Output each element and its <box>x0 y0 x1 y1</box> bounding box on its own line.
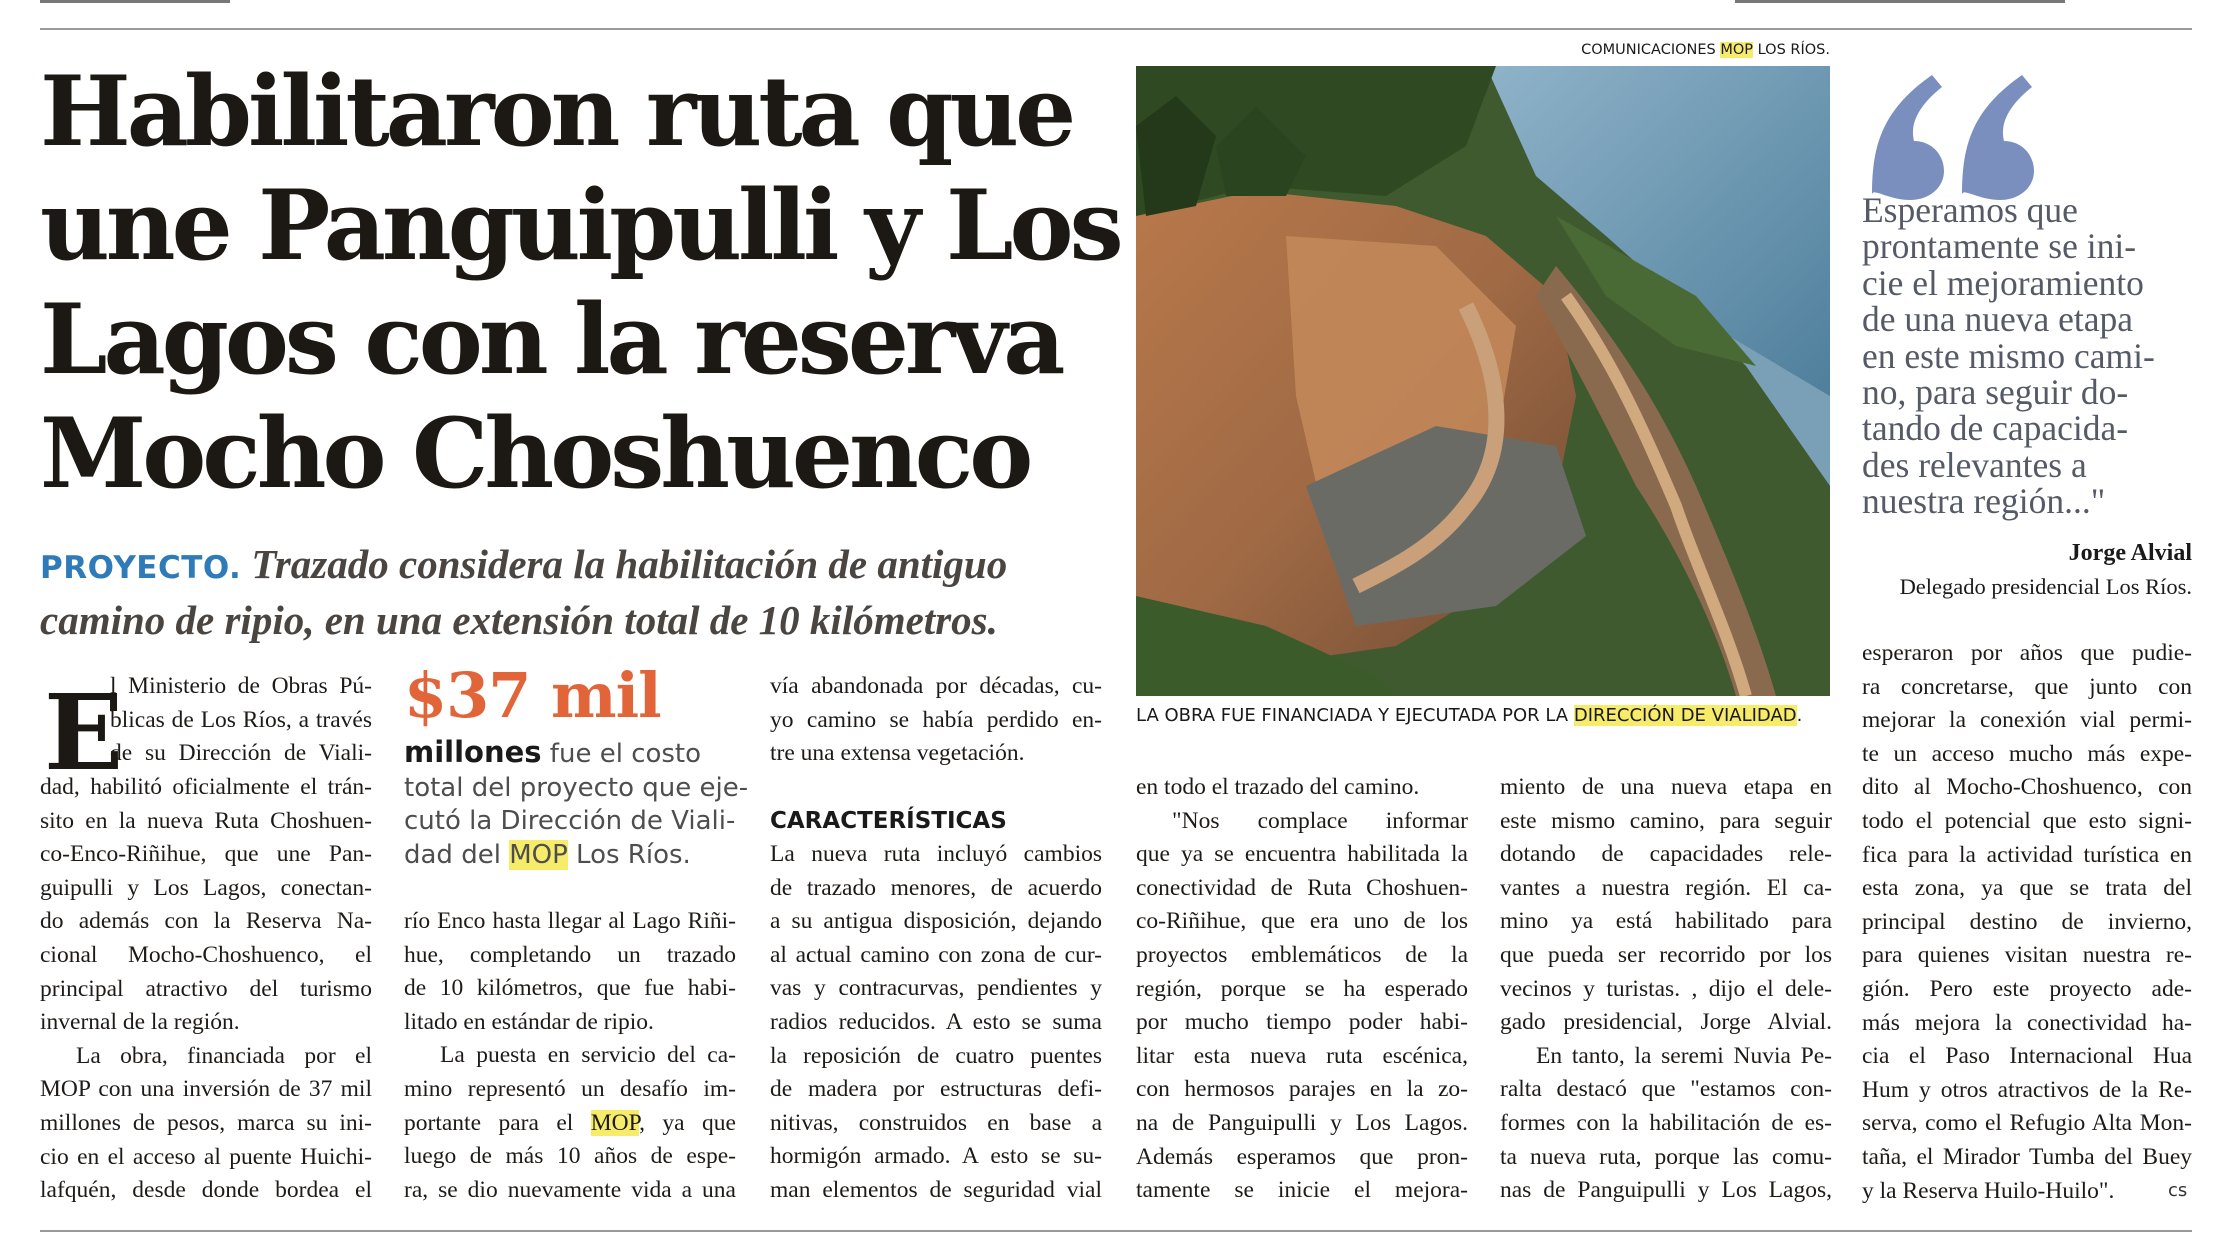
deck-line: camino de ripio, en una extensión total de 10 kilómetros. <box>40 597 998 643</box>
highlight-line <box>404 736 734 772</box>
highlight-rest: Los Ríos. <box>567 839 691 870</box>
body-line: de madera por estructuras defi- <box>770 1076 1102 1103</box>
body-line: fica para la actividad turística en <box>1862 841 2192 868</box>
body-line: mino ya está habilitado para <box>1500 908 1832 935</box>
body-line: miento de una nueva etapa en <box>1500 774 1832 800</box>
body-line: hormigón armado. A esto se su- <box>770 1143 1102 1170</box>
body-line: principal destino de invierno, <box>1862 908 2192 935</box>
body-column-3-top <box>770 670 1102 771</box>
top-rule-stub-left <box>40 0 230 3</box>
body-line: río Enco hasta llegar al Lago Riñi- <box>404 908 736 934</box>
body-line: do además con la Reserva Na- <box>40 908 372 935</box>
body-line: te un acceso mucho más expe- <box>1862 740 2192 767</box>
body-line: nas de Panguipulli y Los Lagos, <box>1500 1177 1832 1204</box>
headline-line: Mocho Choshuenco <box>40 397 1030 510</box>
credit-highlight: MOP <box>1720 42 1754 58</box>
quote-author: Jorge Alvial <box>2068 540 2192 566</box>
body-line: dad, habilitó oficialmente el trán- <box>40 774 372 800</box>
body-line: en todo el trazado del camino. <box>1136 774 1420 800</box>
highlight-line: total del proyecto que eje- <box>404 772 749 803</box>
body-line: luego de más 10 años de espe- <box>404 1143 736 1170</box>
body-line: vantes a nuestra región. El ca- <box>1500 874 1832 901</box>
body-line: cional Mocho-Choshuenco, el <box>40 941 372 968</box>
body-line: lafquén, desde donde bordea el <box>40 1177 372 1204</box>
body-line: millones de pesos, marca su ini- <box>40 1109 372 1136</box>
headline-line: Habilitaron ruta que <box>40 55 1073 168</box>
highlight-rest: fue el costo <box>541 739 702 769</box>
body-line: na de Panguipulli y Los Lagos. <box>1136 1109 1468 1136</box>
body-line: y la Reserva Huilo-Huilo". <box>1862 1177 2115 1204</box>
body-line: todo el potencial que esto signi- <box>1862 807 2192 834</box>
body-line: MOP con una inversión de 37 mil <box>40 1076 372 1103</box>
quote-author-role: Delegado presidencial Los Ríos. <box>1899 574 2192 599</box>
credit-text: COMUNICACIONES <box>1581 42 1721 58</box>
quote-line: des relevantes a <box>1862 444 2087 485</box>
body-line: la reposición de cuatro puentes <box>770 1042 1102 1069</box>
body-line: co-Riñihue, que era uno de los <box>1136 908 1468 935</box>
body-line: a su antigua disposición, dejando <box>770 908 1102 935</box>
body-column-6 <box>1862 637 2192 1208</box>
body-line: de trazado menores, de acuerdo <box>770 874 1102 901</box>
body-column-2 <box>404 905 736 1207</box>
body-line: para quienes visitan nuestra re- <box>1862 942 2192 969</box>
body-column-5 <box>1500 771 1832 1208</box>
body-line: dito al Mocho-Choshuenco, con <box>1862 774 2192 801</box>
body-line: de 10 kilómetros, que fue habi- <box>404 975 736 1002</box>
body-line: serva, como el Refugio Alta Mon- <box>1862 1110 2192 1137</box>
quote-line: de una nueva etapa <box>1862 299 2134 340</box>
body-line: litado en estándar de ripio. <box>404 1008 654 1035</box>
body-line: este mismo camino, para seguir <box>1500 807 1832 834</box>
mop-highlight: MOP <box>590 1109 640 1136</box>
body-line: que pueda ser recorrido por los <box>1500 941 1832 968</box>
quote-line: prontamente se ini- <box>1862 226 2137 267</box>
body-line: En tanto, la seremi Nuvia Pe- <box>1536 1042 1832 1069</box>
body-line: "Nos complace informar <box>1172 807 1468 834</box>
mop-highlight: MOP <box>509 839 568 870</box>
body-line: La puesta en servicio del ca- <box>440 1042 736 1069</box>
body-line: esperaron por años que pudie- <box>1862 640 2192 666</box>
body-line: yo camino se había perdido en- <box>770 706 1102 733</box>
pull-quote <box>1862 192 2192 520</box>
body-line: co-Enco-Riñihue, que une Pan- <box>40 841 372 868</box>
highlight-amount: $37 mil <box>404 659 661 732</box>
deck-line: Trazado considera la habilitación de antiguo <box>251 541 1008 587</box>
highlight-bold: millones <box>404 735 542 769</box>
body-line: formes con la habilitación de es- <box>1500 1109 1832 1136</box>
body-line: más mejora la conectividad ha- <box>1862 1009 2192 1036</box>
body-line <box>404 1107 736 1141</box>
body-line: ra, se dio nuevamente vida a una <box>404 1176 736 1203</box>
body-line: por mucho tiempo poder habi- <box>1136 1009 1468 1036</box>
body-line: radios reducidos. A esto se suma <box>770 1008 1102 1035</box>
body-line: l Ministerio de Obras Pú- <box>110 673 372 699</box>
drop-cap: E <box>44 671 124 794</box>
body-line: vía abandonada por décadas, cu- <box>770 673 1102 699</box>
headline-line: Lagos con la reserva <box>40 283 1062 396</box>
photo-credit <box>1410 42 1830 58</box>
body-line: La obra, financiada por el <box>76 1042 372 1069</box>
bottom-rule <box>40 1230 2192 1232</box>
body-column-1 <box>40 771 372 1208</box>
body-line: La nueva ruta incluyó cambios <box>770 841 1102 867</box>
body-line: ta nueva ruta, porque las comu- <box>1500 1143 1832 1170</box>
deck-kicker: PROYECTO. <box>40 550 242 586</box>
body-line: nitivas, construidos en base a <box>770 1109 1102 1136</box>
body-line: dotando de capacidades rele- <box>1500 841 1832 868</box>
body-line: taña, el Mirador Tumba del Buey <box>1862 1143 2192 1170</box>
body-line: Hum y otros atractivos de la Re- <box>1862 1076 2192 1103</box>
body-line: Además esperamos que pron- <box>1136 1143 1468 1170</box>
body-line: invernal de la región. <box>40 1009 240 1036</box>
body-line: gado presidencial, Jorge Alvial. <box>1500 1009 1832 1036</box>
quote-line: en este mismo cami- <box>1862 335 2155 376</box>
body-line: litar esta nueva ruta escénica, <box>1136 1042 1468 1069</box>
body-line: región, porque se ha esperado <box>1136 975 1468 1002</box>
body-line: mejorar la conexión vial permi- <box>1862 707 2192 734</box>
body-line: principal atractivo del turismo <box>40 975 372 1002</box>
body-line: de su Dirección de Viali- <box>110 740 372 767</box>
body-line: vas y contracurvas, pendientes y <box>770 975 1102 1002</box>
headline <box>40 55 1120 511</box>
body-line: sito en la nueva Ruta Choshuen- <box>40 807 372 834</box>
headline-line: une Panguipulli y Los <box>40 169 1120 282</box>
body-line: hue, completando un trazado <box>404 941 736 968</box>
quote-line: Esperamos que <box>1862 190 2078 230</box>
body-column-4 <box>1136 771 1468 1208</box>
body-line: al actual camino con zona de cur- <box>770 941 1102 968</box>
body-line: man elementos de seguridad vial <box>770 1176 1102 1203</box>
body-text: portante para el <box>404 1109 591 1136</box>
body-line: esta zona, ya que se trata del <box>1862 875 2192 902</box>
body-line: con hermosos parajes en la zo- <box>1136 1076 1468 1103</box>
highlight-line: cutó la Dirección de Viali- <box>404 806 736 837</box>
body-line: cio en el acceso al puente Huichi- <box>40 1143 372 1170</box>
quote-line: nuestra región..." <box>1862 481 2106 522</box>
deck <box>40 538 1100 646</box>
body-line: ra concretarse, que junto con <box>1862 673 2192 700</box>
quote-mark-icon <box>1862 55 2042 205</box>
highlight-line <box>404 839 734 873</box>
caption-text: LA OBRA FUE FINANCIADA Y EJECUTADA POR LA <box>1136 705 1574 726</box>
body-line: guipulli y Los Lagos, conectan- <box>40 874 372 901</box>
body-column-1-indented <box>110 670 372 771</box>
highlight-text <box>404 735 749 872</box>
body-line: blicas de Los Ríos, a través <box>110 706 372 733</box>
section-subhead: CARACTERÍSTICAS <box>770 808 1007 834</box>
body-line: mino representó un desafío im- <box>404 1075 736 1102</box>
quote-line: no, para seguir do- <box>1862 372 2129 413</box>
body-line: ralta destacó que "estamos con- <box>1500 1076 1832 1103</box>
body-line: vecinos y turistas. , dijo el dele- <box>1500 975 1832 1002</box>
top-rule <box>40 28 2192 30</box>
highlight-rest: dad del <box>404 839 510 870</box>
photo-caption <box>1136 705 1856 726</box>
road-photo-image <box>1136 66 1830 696</box>
end-mark-icon: cs <box>2168 1180 2188 1201</box>
body-text: , ya que <box>639 1109 736 1136</box>
caption-highlight: DIRECCIÓN DE VIALIDAD <box>1573 705 1797 726</box>
body-column-3 <box>770 838 1102 1208</box>
quote-line: cie el mejoramiento <box>1862 262 2144 303</box>
body-line: conectividad de Ruta Choshuen- <box>1136 874 1468 901</box>
caption-text: . <box>1796 705 1803 726</box>
top-rule-stub-right <box>1735 0 2065 3</box>
quote-line: tando de capacida- <box>1862 408 2129 449</box>
body-line: gión. Pero este proyecto ade- <box>1862 975 2192 1002</box>
body-line: que ya se encuentra habilitada la <box>1136 841 1468 868</box>
body-line: tamente se inicie el mejora- <box>1136 1177 1468 1204</box>
credit-text: LOS RÍOS. <box>1753 42 1830 58</box>
body-line: proyectos emblemáticos de la <box>1136 941 1468 968</box>
body-line: tre una extensa vegetación. <box>770 740 1025 767</box>
body-line: cia el Paso Internacional Hua <box>1862 1043 2192 1070</box>
road-photo <box>1136 66 1830 696</box>
